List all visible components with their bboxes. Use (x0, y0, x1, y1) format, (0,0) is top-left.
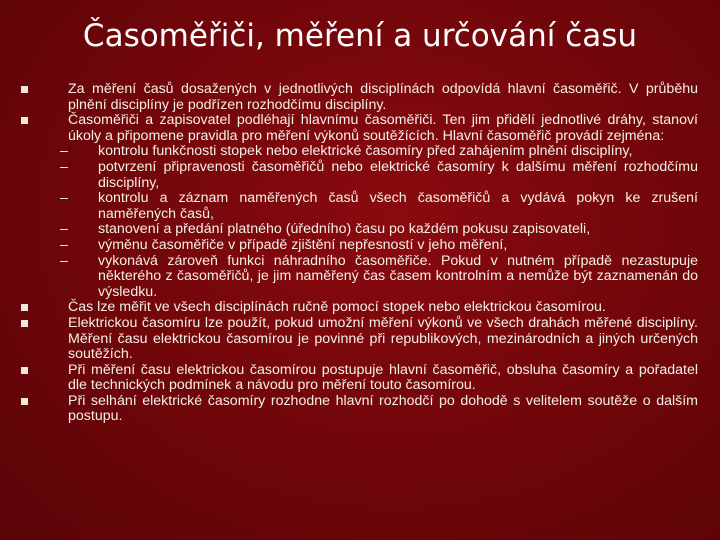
list-item-text: Za měření časů dosažených v jednotlivých disciplínách odpovídá hlavní časoměřič. V průběhu plnění disciplíny je podřízen rozhodčímu disciplíny. (68, 81, 698, 113)
sub-list-item (20, 238, 698, 254)
square-bullet-icon (21, 367, 28, 374)
sub-list-item-text: kontrolu funkčnosti stopek nebo elektrické časomíry před zahájením plnění disciplíny, (98, 143, 633, 160)
sub-list-item (20, 254, 698, 301)
list-item (20, 394, 698, 425)
list-item (20, 82, 698, 113)
list-item (20, 363, 698, 394)
sub-list-item-text: stanovení a předání platného (úředního) času po každém pokusu zapisovateli, (98, 221, 591, 238)
list-item-text: Čas lze měřit ve všech disciplínách ručně pomocí stopek nebo elektrickou časomírou. (68, 299, 606, 316)
square-bullet-icon (21, 304, 28, 311)
dash-bullet-icon: – (60, 236, 68, 253)
square-bullet-icon (21, 320, 28, 327)
sub-list-item-text: kontrolu a záznam naměřených časů všech časoměřičů a vydává pokyn ke zrušení naměřených časů, (98, 190, 698, 222)
square-bullet-icon (21, 117, 28, 124)
sub-list-item (20, 144, 698, 160)
list-item (20, 300, 698, 316)
sub-list-item-text: potvrzení připravenosti časoměřičů nebo elektrické časomíry k dalšímu měření rozhodčímu disciplíny, (98, 158, 698, 191)
list-item-text: Při měření času elektrickou časomírou postupuje hlavní časoměřič, obsluha časomíry a pořadatel dle technických podmínek a návodu pro měření touto časomírou. (68, 361, 698, 394)
page-title: Časoměřiči, měření a určování času (82, 18, 638, 54)
list-item (20, 113, 698, 144)
square-bullet-icon (21, 86, 28, 93)
list-item-text: Elektrickou časomíru lze použít, pokud umožní měření výkonů ve všech drahách měřené disciplíny. Měření času elektrickou časomírou je povinné při republikových, mezinárodních a jiných určených soutěžích. (68, 314, 698, 363)
dash-bullet-icon: – (60, 221, 68, 238)
sub-list-item (20, 191, 698, 222)
content-body (20, 82, 698, 425)
dash-bullet-icon: – (60, 143, 68, 160)
dash-bullet-icon: – (60, 252, 68, 269)
sub-list-item-text: výměnu časoměřiče v případě zjištění nepřesností v jeho měření, (98, 236, 508, 253)
sub-list-item-text: vykonává zároveň funkci náhradního časoměřiče. Pokud v nutném případě nezastupuje některého z časoměřičů, je jim naměřený čas časem kontrolním a nemůže být zaznamenán do výsledku. (98, 252, 698, 300)
list-item-text: Časoměřiči a zapisovatel podléhají hlavnímu časoměřiči. Ten jim přidělí jednotlivé dráhy, stanoví úkoly a připomene pravidla pro měření výkonů soutěžících. Hlavní časoměřič provádí zejména: (68, 112, 698, 144)
sub-list-item (20, 160, 698, 191)
sub-list-item (20, 222, 698, 238)
list-item (20, 316, 698, 363)
list-item-text: Při selhání elektrické časomíry rozhodne hlavní rozhodčí po dohodě s velitelem soutěže o dalším postupu. (68, 392, 698, 425)
dash-bullet-icon: – (60, 158, 68, 175)
dash-bullet-icon: – (60, 190, 68, 207)
square-bullet-icon (21, 398, 28, 405)
